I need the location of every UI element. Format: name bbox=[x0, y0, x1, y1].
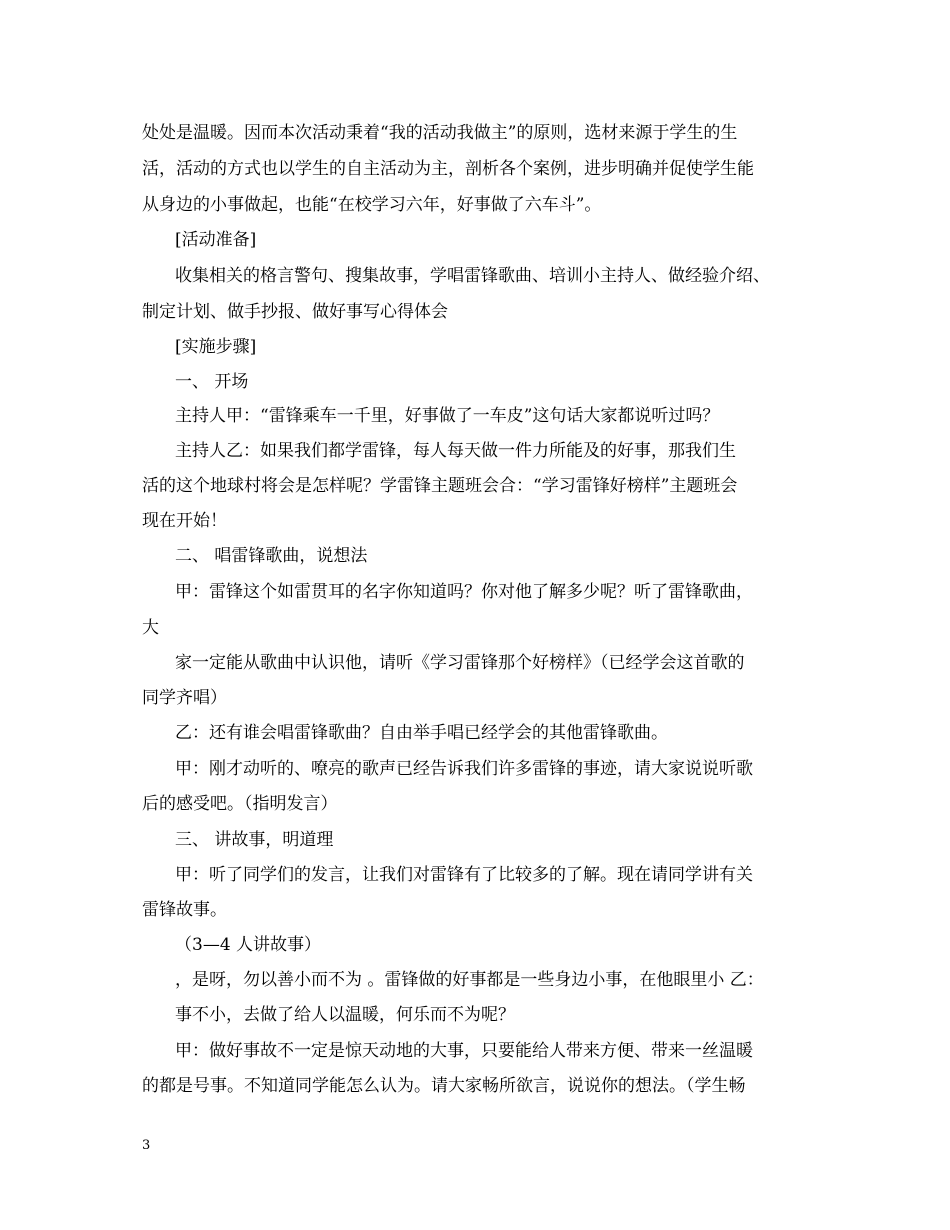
text-line: 主持人甲：“雷锋乘车一千里，好事做了一车皮”这句话大家都说听过吗？ bbox=[175, 406, 720, 426]
text-line: 同学齐唱） bbox=[142, 688, 227, 708]
text-line: 雷锋故事。 bbox=[142, 900, 227, 920]
text-line: 处处是温暖。因而本次活动秉着“我的活动我做主”的原则，选材来源于学生的生 bbox=[142, 123, 738, 143]
text-line: 事不小，去做了给人以温暖，何乐而不为呢？ bbox=[175, 1005, 515, 1025]
page-number: 3 bbox=[142, 1138, 151, 1153]
text-line: 甲：雷锋这个如雷贯耳的名字你知道吗？你对他了解多少呢？听了雷锋歌曲， bbox=[175, 582, 753, 602]
text-line: 收集相关的格言警句、搜集故事，学唱雷锋歌曲、培训小主持人、做经验介绍、 bbox=[175, 266, 770, 286]
text-line: （3—4 人讲故事） bbox=[175, 935, 322, 955]
text-line: ，是呀，勿以善小而不为 。雷锋做的好事都是一些身边小事，在他眼里小 乙： bbox=[175, 970, 764, 990]
text-line: 乙：还有谁会唱雷锋歌曲？自由举手唱已经学会的其他雷锋歌曲。 bbox=[175, 723, 668, 743]
text-line: 甲：做好事故不一定是惊天动地的大事，只要能给人带来方便、带来一丝温暖 bbox=[175, 1041, 753, 1061]
section-heading-steps: [实施步骤] bbox=[175, 337, 257, 357]
text-line: 活，活动的方式也以学生的自主活动为主，剖析各个案例，进步明确并促使学生能 bbox=[142, 159, 754, 179]
step-heading-stories: 三、 讲故事，明道理 bbox=[175, 830, 334, 850]
text-line: 家一定能从歌曲中认识他，请听《学习雷锋那个好榜样》（已经学会这首歌的 bbox=[175, 653, 745, 673]
section-heading-preparation: [活动准备] bbox=[175, 230, 257, 250]
text-line: 甲：听了同学们的发言，让我们对雷锋有了比较多的了解。现在请同学讲有关 bbox=[175, 865, 753, 885]
text-line: 后的感受吧。（指明发言） bbox=[142, 794, 338, 814]
text-line: 的都是号事。不知道同学能怎么认为。请大家畅所欲言，说说你的想法。（学生畅 bbox=[142, 1076, 746, 1096]
text-line: 主持人乙：如果我们都学雷锋，每人每天做一件力所能及的好事，那我们生 bbox=[175, 441, 736, 461]
text-line: 活的这个地球村将会是怎样呢？学雷锋主题班会合：“学习雷锋好榜样”主题班会 bbox=[142, 476, 738, 496]
step-heading-songs: 二、 唱雷锋歌曲，说想法 bbox=[175, 546, 368, 566]
step-heading-opening: 一、 开场 bbox=[175, 372, 249, 392]
text-line: 现在开始！ bbox=[142, 511, 227, 531]
text-line: 制定计划、做手抄报、做好事写心得体会 bbox=[142, 302, 448, 322]
text-line: 从身边的小事做起，也能“在校学习六年，好事做了六车斗”。 bbox=[142, 195, 602, 215]
text-line: 甲：刚才动听的、嘹亮的歌声已经告诉我们许多雷锋的事迹，请大家说说听歌 bbox=[175, 759, 753, 779]
text-line: 大 bbox=[142, 618, 159, 638]
